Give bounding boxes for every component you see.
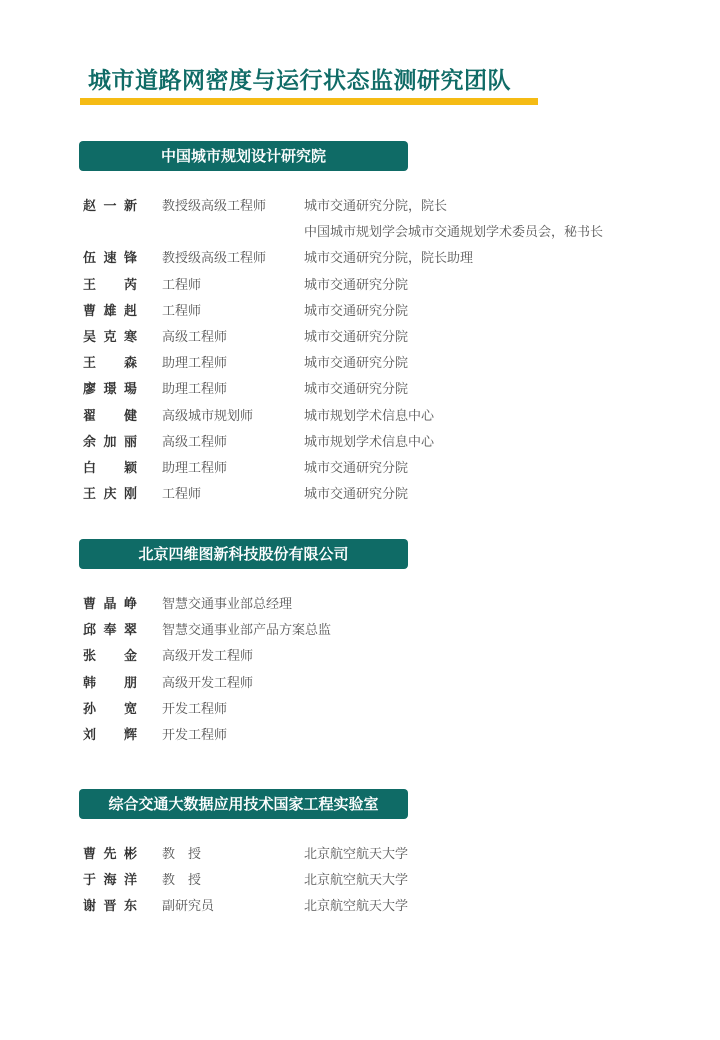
member-title: 开发工程师 bbox=[162, 728, 228, 743]
member-affiliation bbox=[304, 461, 408, 487]
member-name: 曹先彬 bbox=[83, 847, 137, 862]
affiliation-line: 北京航空航天大学 bbox=[304, 847, 409, 862]
affiliation-line: 城市交通研究分院 bbox=[304, 461, 409, 476]
member-title: 教授级高级工程师 bbox=[162, 199, 267, 214]
member-affiliation bbox=[304, 382, 408, 408]
member-affiliation bbox=[304, 899, 408, 925]
page-title: 城市道路网密度与运行状态监测研究团队 bbox=[88, 68, 511, 94]
member-name: 曹雄赳 bbox=[83, 303, 137, 319]
member-title: 工程师 bbox=[162, 303, 202, 319]
member-title: 高级开发工程师 bbox=[162, 649, 254, 665]
affiliation-line: 城市交通研究分院，院长助理 bbox=[304, 251, 474, 267]
member-name: 伍速锋 bbox=[83, 251, 137, 267]
member-affiliation bbox=[304, 278, 408, 304]
member-row bbox=[0, 728, 720, 754]
affiliation-line: 城市交通研究分院 bbox=[304, 277, 409, 293]
member-title: 副研究员 bbox=[162, 899, 215, 915]
member-name: 谢晋东 bbox=[83, 899, 137, 915]
member-title: 高级城市规划师 bbox=[162, 408, 254, 424]
member-name: 张金 bbox=[83, 649, 137, 665]
member-name: 于海洋 bbox=[83, 873, 137, 889]
member-row bbox=[0, 461, 720, 487]
member-name: 廖璟瑒 bbox=[83, 382, 137, 398]
member-row bbox=[0, 487, 720, 513]
member-row bbox=[0, 409, 720, 435]
member-title: 教 授 bbox=[162, 847, 202, 862]
member-title: 高级开发工程师 bbox=[162, 675, 254, 691]
member-affiliation bbox=[304, 487, 408, 513]
member-affiliation bbox=[304, 199, 603, 251]
member-affiliation bbox=[304, 847, 408, 873]
member-name: 王庆刚 bbox=[83, 487, 137, 503]
member-title: 智慧交通事业部总经理 bbox=[162, 597, 293, 612]
member-title: 工程师 bbox=[162, 487, 202, 503]
affiliation-line: 城市交通研究分院，院长 bbox=[304, 199, 448, 214]
member-title: 教授级高级工程师 bbox=[162, 251, 267, 267]
member-name: 翟健 bbox=[83, 408, 137, 424]
title-underline bbox=[80, 98, 538, 105]
affiliation-line: 城市交通研究分院 bbox=[304, 303, 409, 319]
affiliation-line: 中国城市规划学会城市交通规划学术委员会，秘书长 bbox=[304, 225, 604, 240]
member-affiliation bbox=[304, 330, 408, 356]
member-title: 工程师 bbox=[162, 277, 202, 293]
affiliation-line: 城市规划学术信息中心 bbox=[304, 434, 435, 450]
member-name: 赵一新 bbox=[83, 199, 137, 214]
section-header: 中国城市规划设计研究院 bbox=[79, 141, 408, 171]
member-title: 高级工程师 bbox=[162, 434, 228, 450]
member-name: 余加丽 bbox=[83, 434, 137, 450]
member-title: 助理工程师 bbox=[162, 461, 228, 476]
member-name: 王森 bbox=[83, 356, 137, 372]
affiliation-line: 城市交通研究分院 bbox=[304, 330, 409, 345]
member-row bbox=[0, 199, 720, 240]
member-row bbox=[0, 847, 720, 873]
member-name: 孙宽 bbox=[83, 701, 137, 717]
section-header: 北京四维图新科技股份有限公司 bbox=[79, 539, 408, 569]
affiliation-line: 北京航空航天大学 bbox=[304, 873, 409, 889]
member-row bbox=[0, 435, 720, 461]
member-row bbox=[0, 278, 720, 304]
member-row bbox=[0, 597, 720, 623]
member-row bbox=[0, 899, 720, 925]
member-row bbox=[0, 356, 720, 382]
member-name: 吴克寒 bbox=[83, 330, 137, 345]
member-affiliation bbox=[304, 409, 434, 435]
member-affiliation bbox=[304, 356, 408, 382]
member-affiliation bbox=[304, 873, 408, 899]
member-row bbox=[0, 649, 720, 675]
affiliation-line: 城市规划学术信息中心 bbox=[304, 408, 435, 424]
member-row bbox=[0, 676, 720, 702]
member-title: 助理工程师 bbox=[162, 382, 228, 398]
member-name: 韩朋 bbox=[83, 675, 137, 691]
member-affiliation bbox=[304, 304, 408, 330]
member-affiliation bbox=[304, 251, 473, 277]
member-name: 王芮 bbox=[83, 277, 137, 293]
member-name: 白颖 bbox=[83, 461, 137, 476]
member-row bbox=[0, 623, 720, 649]
affiliation-line: 北京航空航天大学 bbox=[304, 899, 409, 915]
member-title: 智慧交通事业部产品方案总监 bbox=[162, 623, 332, 639]
member-row bbox=[0, 702, 720, 728]
section-header: 综合交通大数据应用技术国家工程实验室 bbox=[79, 789, 408, 819]
member-row bbox=[0, 873, 720, 899]
member-row bbox=[0, 382, 720, 408]
member-affiliation bbox=[304, 435, 434, 461]
affiliation-line: 城市交通研究分院 bbox=[304, 487, 409, 503]
member-row bbox=[0, 330, 720, 356]
member-name: 邱奉翠 bbox=[83, 623, 137, 639]
affiliation-line: 城市交通研究分院 bbox=[304, 382, 409, 398]
member-row bbox=[0, 304, 720, 330]
affiliation-line: 城市交通研究分院 bbox=[304, 356, 409, 372]
member-name: 曹晶峥 bbox=[83, 597, 137, 612]
member-name: 刘辉 bbox=[83, 728, 137, 743]
member-title: 高级工程师 bbox=[162, 330, 228, 345]
member-title: 助理工程师 bbox=[162, 356, 228, 372]
member-title: 教 授 bbox=[162, 873, 202, 889]
member-row bbox=[0, 251, 720, 277]
member-title: 开发工程师 bbox=[162, 701, 228, 717]
